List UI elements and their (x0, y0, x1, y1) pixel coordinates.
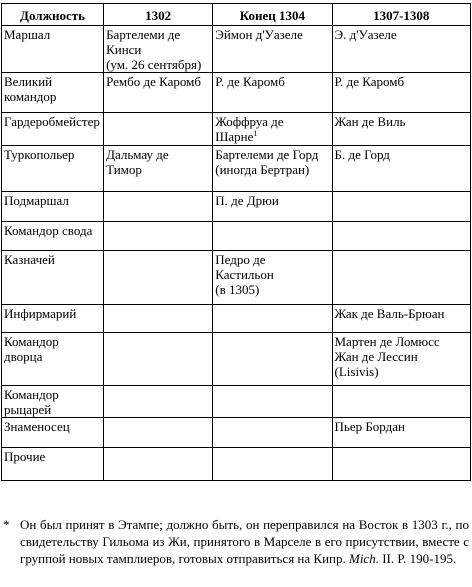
cell-position: Великий командор (2, 73, 104, 113)
table-row (2, 386, 471, 418)
cell-position: Командор свода (2, 222, 104, 251)
cell-1304 (213, 418, 332, 448)
header-row (2, 4, 471, 26)
cell-1302 (104, 333, 213, 386)
cell-1304 (213, 448, 332, 481)
cell-1307 (332, 448, 471, 481)
cell-1304: Бартелеми де Горд (иногда Бертран) (213, 146, 332, 192)
cell-1302 (104, 418, 213, 448)
table-row (2, 333, 471, 386)
cell-position: Маршал (2, 26, 104, 73)
table-row (2, 305, 471, 333)
table-row (2, 26, 471, 73)
header-position: Должность (2, 4, 104, 26)
footnote (3, 516, 469, 567)
table-row (2, 251, 471, 305)
cell-1304 (213, 333, 332, 386)
header-1302: 1302 (104, 4, 213, 26)
header-1304: Конец 1304 (213, 4, 332, 26)
officers-table (1, 3, 471, 481)
cell-1307 (332, 222, 471, 251)
cell-1307: Пьер Бордан (332, 418, 471, 448)
cell-1304 (213, 222, 332, 251)
cell-1307: Мартен де Ломюсс Жан де Лессин (Lisivis) (332, 333, 471, 386)
name-text: Шарне (215, 129, 254, 144)
cell-1304 (213, 386, 332, 418)
cell-1302: Дальмау де Тимор (104, 146, 213, 192)
cell-1302 (104, 251, 213, 305)
cell-position: Командор рыцарей (2, 386, 104, 418)
cell-1307 (332, 192, 471, 222)
cell-1302 (104, 386, 213, 418)
table-row (2, 418, 471, 448)
cell-1307: Р. де Каромб (332, 73, 471, 113)
cell-position: Гардеробмейстер (2, 113, 104, 146)
cell-1307: Б. де Горд (332, 146, 471, 192)
cell-1302 (104, 113, 213, 146)
cell-position: Знаменосец (2, 418, 104, 448)
footnote-source: Mich. (348, 551, 379, 566)
cell-1302 (104, 192, 213, 222)
table-row (2, 73, 471, 113)
table-row (2, 448, 471, 481)
cell-1304: Жоффруа де Шарне$^1$ (213, 113, 332, 146)
table-row (2, 146, 471, 192)
cell-position: Командор дворца (2, 333, 104, 386)
cell-1302 (104, 222, 213, 251)
table-row (2, 113, 471, 146)
footnote-text: Он был принят в Этампе; должно быть, он переправился на Восток в 1303 г., по свидетельству Гильома из Жи, принятого в Марселе в его присутствии, вместе с группой новых тамплиеров, готовых отправиться на Кипр. Mich. II. P. 190-195. (20, 517, 469, 566)
cell-1304 (213, 305, 332, 333)
cell-1304: Р. де Каромб (213, 73, 332, 113)
header-1307: 1307-1308 (332, 4, 471, 26)
table-row (2, 222, 471, 251)
cell-1302 (104, 305, 213, 333)
cell-1307 (332, 251, 471, 305)
cell-position: Инфирмарий (2, 305, 104, 333)
cell-1302: Бартелеми де Кинси (ум. 26 сентября) (104, 26, 213, 73)
footnote-mark: * (3, 517, 10, 532)
cell-1307: Жак де Валь-Брюан (332, 305, 471, 333)
cell-1304: П. де Дрюи (213, 192, 332, 222)
cell-position: Прочие (2, 448, 104, 481)
cell-position: Казначей (2, 251, 104, 305)
cell-1304: Педро де Кастильон (в 1305) (213, 251, 332, 305)
cell-1307: Жан де Виль (332, 113, 471, 146)
cell-position: Туркопольер (2, 146, 104, 192)
cell-1302 (104, 448, 213, 481)
cell-1307: Э. д'Уазеле (332, 26, 471, 73)
footnote-ref: 1 (253, 129, 258, 138)
cell-1302: Рембо де Каромб (104, 73, 213, 113)
cell-1304: Эймон д'Уазеле (213, 26, 332, 73)
cell-position: Подмаршал (2, 192, 104, 222)
table-row (2, 192, 471, 222)
cell-1307 (332, 386, 471, 418)
